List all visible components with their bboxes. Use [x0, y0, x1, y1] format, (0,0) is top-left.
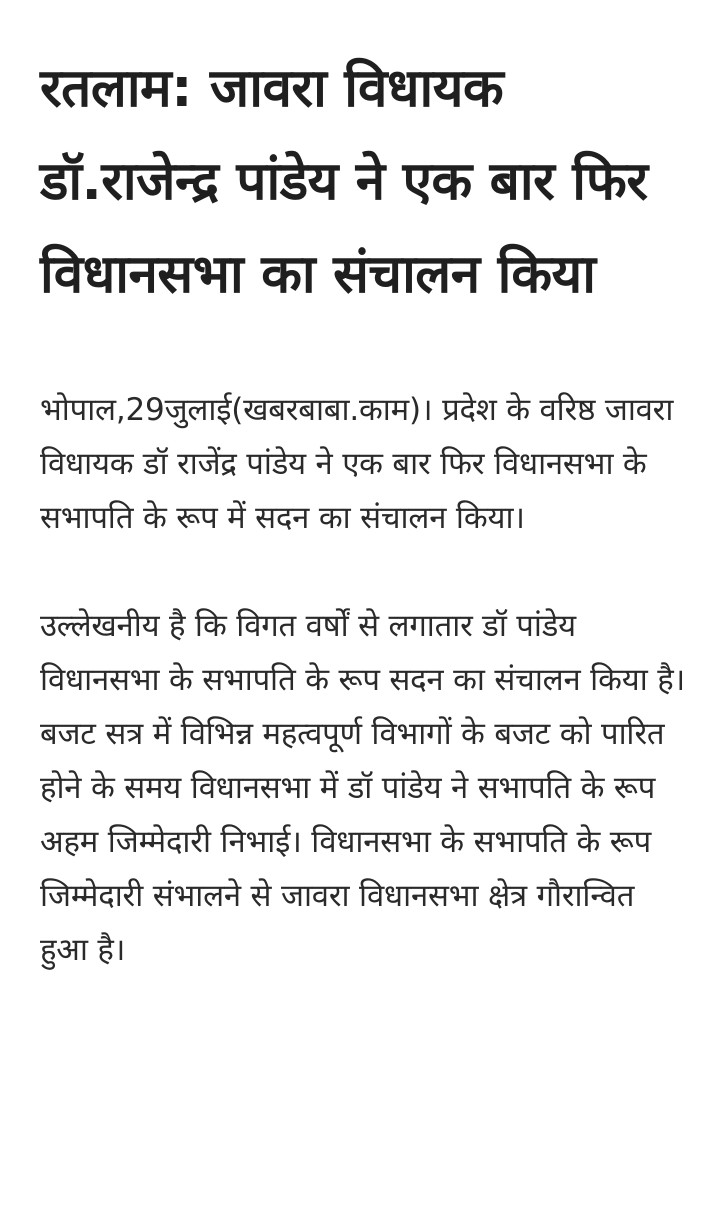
- article-paragraph-2: उल्लेखनीय है कि विगत वर्षों से लगातार डॉ पांडेय विधानसभा के सभापति के रूप सदन का संचालन किया है। बजट सत्र में विभिन्न महत्वपूर्ण विभागों के बजट को पारित होने के समय विधानसभा में डॉ पांडेय ने सभापति के रूप अहम जिम्मेदारी निभाई। विधानसभा के सभापति के रूप जिम्मेदारी संभालने से जावरा विधानसभा क्षेत्र गौरान्वित हुआ है।: [40, 608, 686, 968]
- article-headline: रतलाम: जावरा विधायक डॉ.राजेन्द्र पांडेय ने एक बार फिर विधानसभा का संचालन किया: [40, 58, 648, 305]
- article-paragraph-1: भोपाल,29जुलाई(खबरबाबा.काम)। प्रदेश के वरिष्ठ जावरा विधायक डॉ राजेंद्र पांडेय ने एक बार फिर विधानसभा के सभापति के रूप में सदन का संचालन किया।: [40, 392, 674, 536]
- article: [40, 42, 690, 977]
